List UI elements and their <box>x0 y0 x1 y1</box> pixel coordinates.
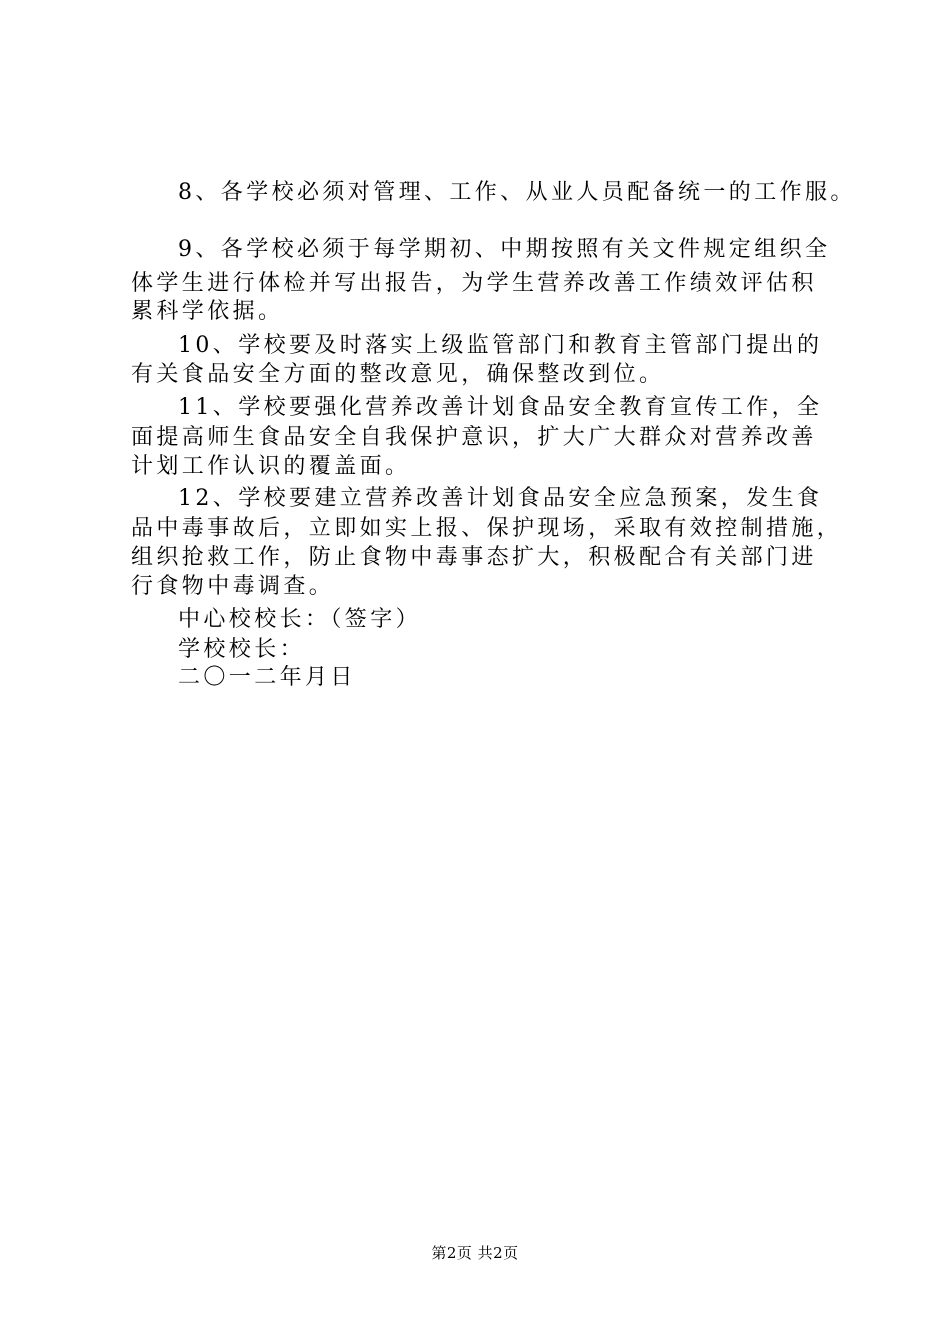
item-9-line-2: 体学生进行体检并写出报告，为学生营养改善工作绩效评估积 <box>131 271 817 296</box>
item-8-line-1: 8、各学校必须对管理、工作、从业人员配备统一的工作服。 <box>178 180 856 205</box>
item-12-line-2: 品中毒事故后，立即如实上报、保护现场，采取有效控制措施， <box>131 516 843 541</box>
page-number-footer: 第2页 共2页 <box>431 1244 519 1262</box>
school-principal-signature: 学校校长： <box>178 637 306 662</box>
item-9-line-1: 9、各学校必须于每学期初、中期按照有关文件规定组织全 <box>178 237 831 262</box>
item-10-line-1: 10、学校要及时落实上级监管部门和教育主管部门提出的 <box>178 333 823 358</box>
item-11-line-2: 面提高师生食品安全自我保护意识，扩大广大群众对营养改善 <box>131 425 817 450</box>
item-10-line-2: 有关食品安全方面的整改意见，确保整改到位。 <box>131 362 665 387</box>
central-school-principal-signature: 中心校校长：（签字） <box>178 607 422 632</box>
item-12-line-3: 组织抢救工作，防止食物中毒事态扩大，积极配合有关部门进 <box>131 545 817 570</box>
item-12-line-4: 行食物中毒调查。 <box>131 574 335 599</box>
item-12-line-1: 12、学校要建立营养改善计划食品安全应急预案，发生食 <box>178 486 823 511</box>
item-11-line-3: 计划工作认识的覆盖面。 <box>131 454 411 479</box>
item-11-line-1: 11、学校要强化营养改善计划食品安全教育宣传工作，全 <box>178 395 823 420</box>
item-9-line-3: 累科学依据。 <box>131 299 284 324</box>
document-date: 二〇一二年月日 <box>178 665 356 690</box>
